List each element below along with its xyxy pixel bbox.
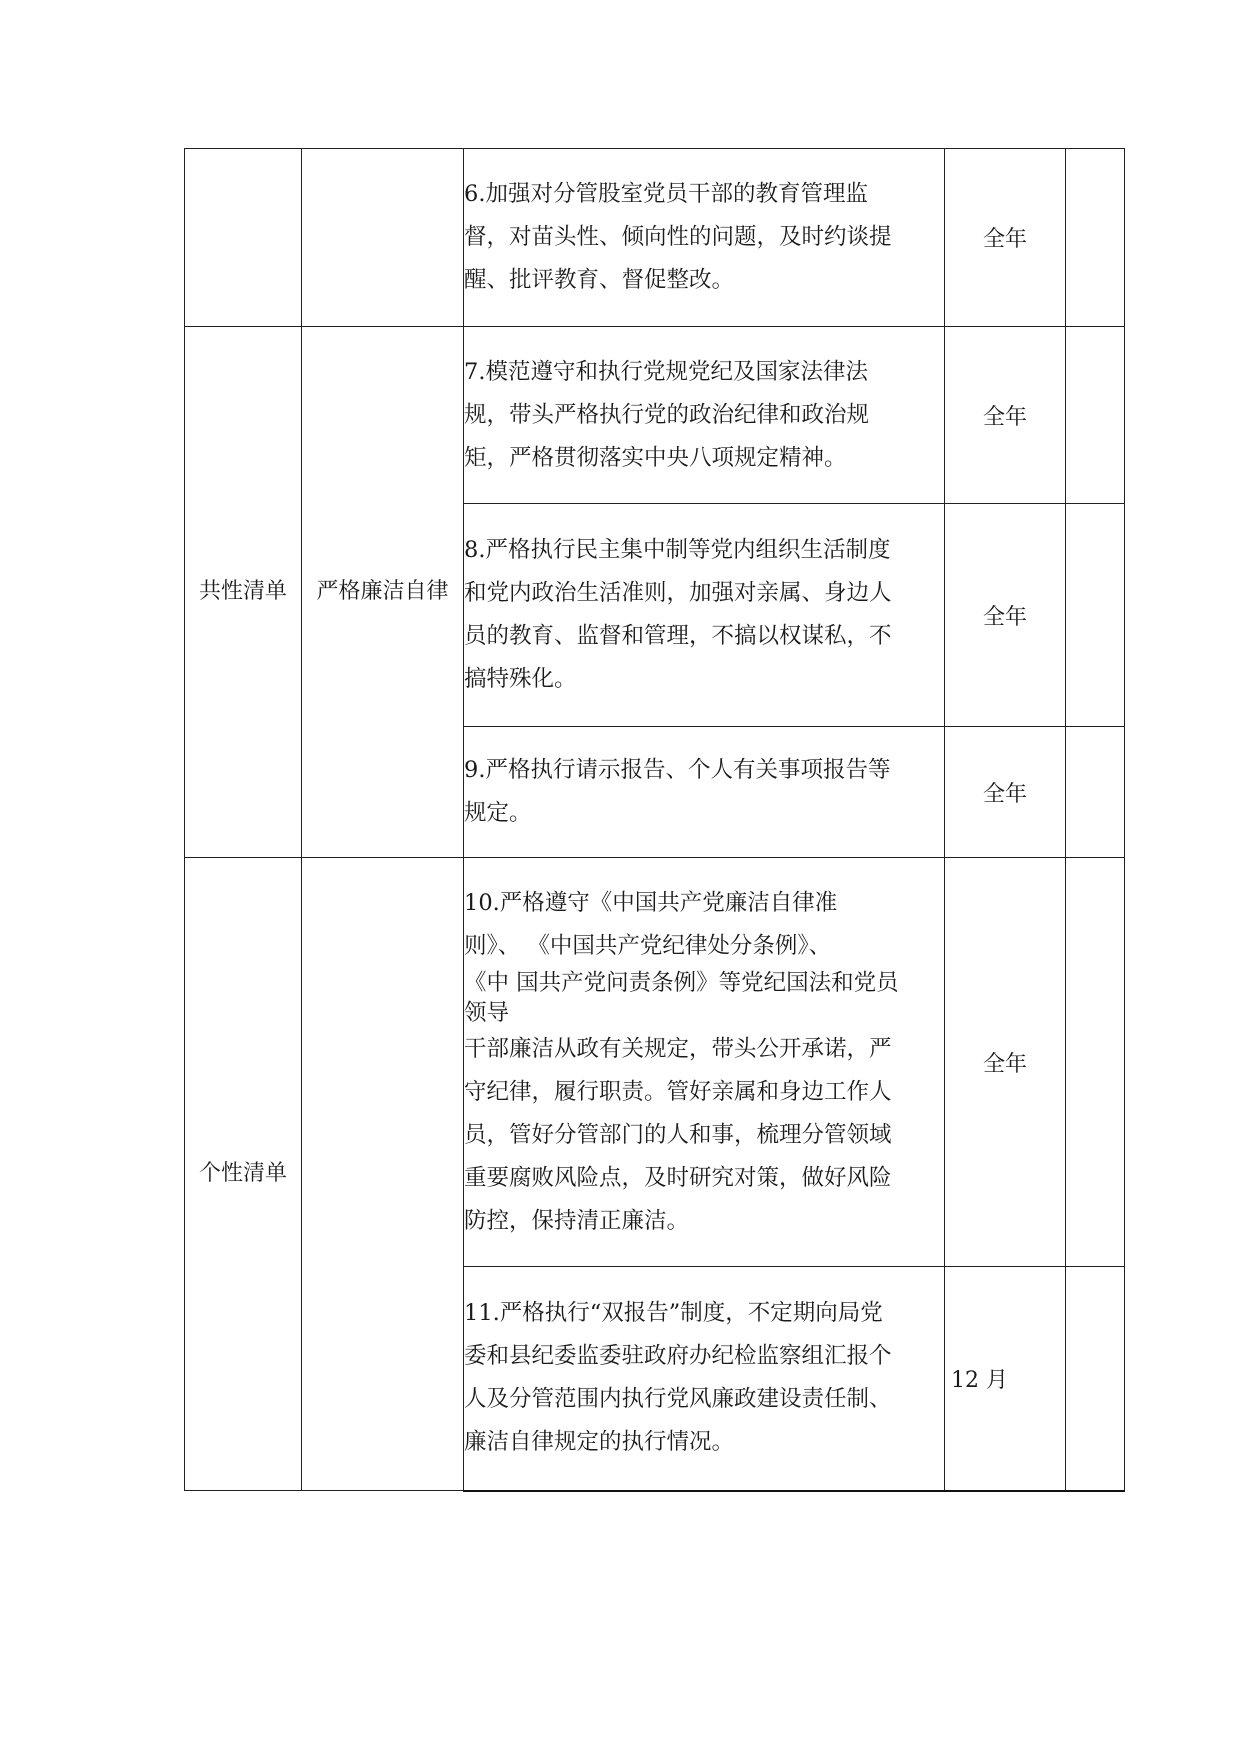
content-line: 9.严格执行请示报告、个人有关事项报告等: [464, 757, 891, 783]
table-row: [185, 327, 1125, 504]
content-line: 规定。: [464, 800, 532, 826]
content-line: 11.严格执行“双报告”制度，不定期向局党: [464, 1300, 883, 1327]
category-cell: [185, 149, 302, 327]
content-line: 矩，严格贯彻落实中央八项规定精神。: [464, 444, 847, 471]
content-line: 督，对苗头性、倾向性的问题，及时约谈提: [464, 224, 892, 250]
content-line: 规，带头严格执行党的政治纪律和政治规: [464, 401, 870, 428]
category-common: 共性清单: [185, 327, 302, 858]
responsibility-table: [184, 148, 1125, 1492]
content-line: 领导: [464, 999, 510, 1026]
content-cell: [464, 727, 945, 858]
subcategory-cell: [302, 149, 464, 327]
content-cell: [464, 327, 945, 504]
time-cell: 全年: [945, 149, 1066, 327]
content-line: 和党内政治生活准则，加强对亲属、身边人: [464, 580, 892, 606]
blank-cell: [1066, 1267, 1125, 1491]
table-row: [185, 149, 1125, 327]
content-line: 守纪律，履行职责。管好亲属和身边工作人: [464, 1078, 892, 1105]
time-cell: 全年: [945, 327, 1066, 504]
subcategory-self-discipline: 严格廉洁自律: [302, 327, 464, 858]
blank-cell: [1066, 327, 1125, 504]
blank-cell: [1066, 727, 1125, 858]
table-row: [185, 858, 1125, 1267]
content-line: 7.模范遵守和执行党规党纪及国家法律法: [464, 358, 868, 385]
content-line: 人及分管范围内执行党风廉政建设责任制、: [464, 1386, 892, 1413]
content-line: 则》、 《中国共产党纪律处分条例》、: [464, 932, 832, 959]
blank-cell: [1066, 149, 1125, 327]
content-cell: [464, 858, 945, 1267]
content-line: 防控，保持清正廉洁。: [464, 1207, 690, 1234]
time-cell: 全年: [945, 504, 1066, 727]
blank-cell: [1066, 504, 1125, 727]
content-line: 《中 国共产党问责条例》等党纪国法和党员: [464, 969, 899, 996]
content-line: 6.加强对分管股室党员干部的教育管理监: [464, 181, 868, 207]
blank-cell: [1066, 858, 1125, 1267]
subcategory-cell: [302, 858, 464, 1491]
time-cell: 全年: [945, 727, 1066, 858]
time-cell: 全年: [945, 858, 1066, 1267]
content-line: 醒、批评教育、督促整改。: [464, 267, 735, 293]
content-line: 委和县纪委监委驻政府办纪检监察组汇报个: [464, 1343, 892, 1370]
content-cell: [464, 1267, 945, 1491]
content-line: 10.严格遵守《中国共产党廉洁自律准: [464, 889, 838, 916]
content-cell: [464, 504, 945, 727]
content-line: 重要腐败风险点，及时研究对策，做好风险: [464, 1164, 892, 1191]
content-line: 员，管好分管部门的人和事，梳理分管领域: [464, 1121, 892, 1148]
content-line: 员的教育、监督和管理，不搞以权谋私，不: [464, 623, 892, 649]
content-line: 搞特殊化。: [464, 666, 577, 692]
category-individual: 个性清单: [185, 858, 302, 1491]
content-line: 干部廉洁从政有关规定，带头公开承诺，严: [464, 1035, 892, 1062]
time-cell: 12 月: [945, 1267, 1066, 1491]
content-line: 廉洁自律规定的执行情况。: [464, 1429, 735, 1456]
content-cell: [464, 149, 945, 327]
content-line: 8.严格执行民主集中制等党内组织生活制度: [464, 537, 891, 563]
